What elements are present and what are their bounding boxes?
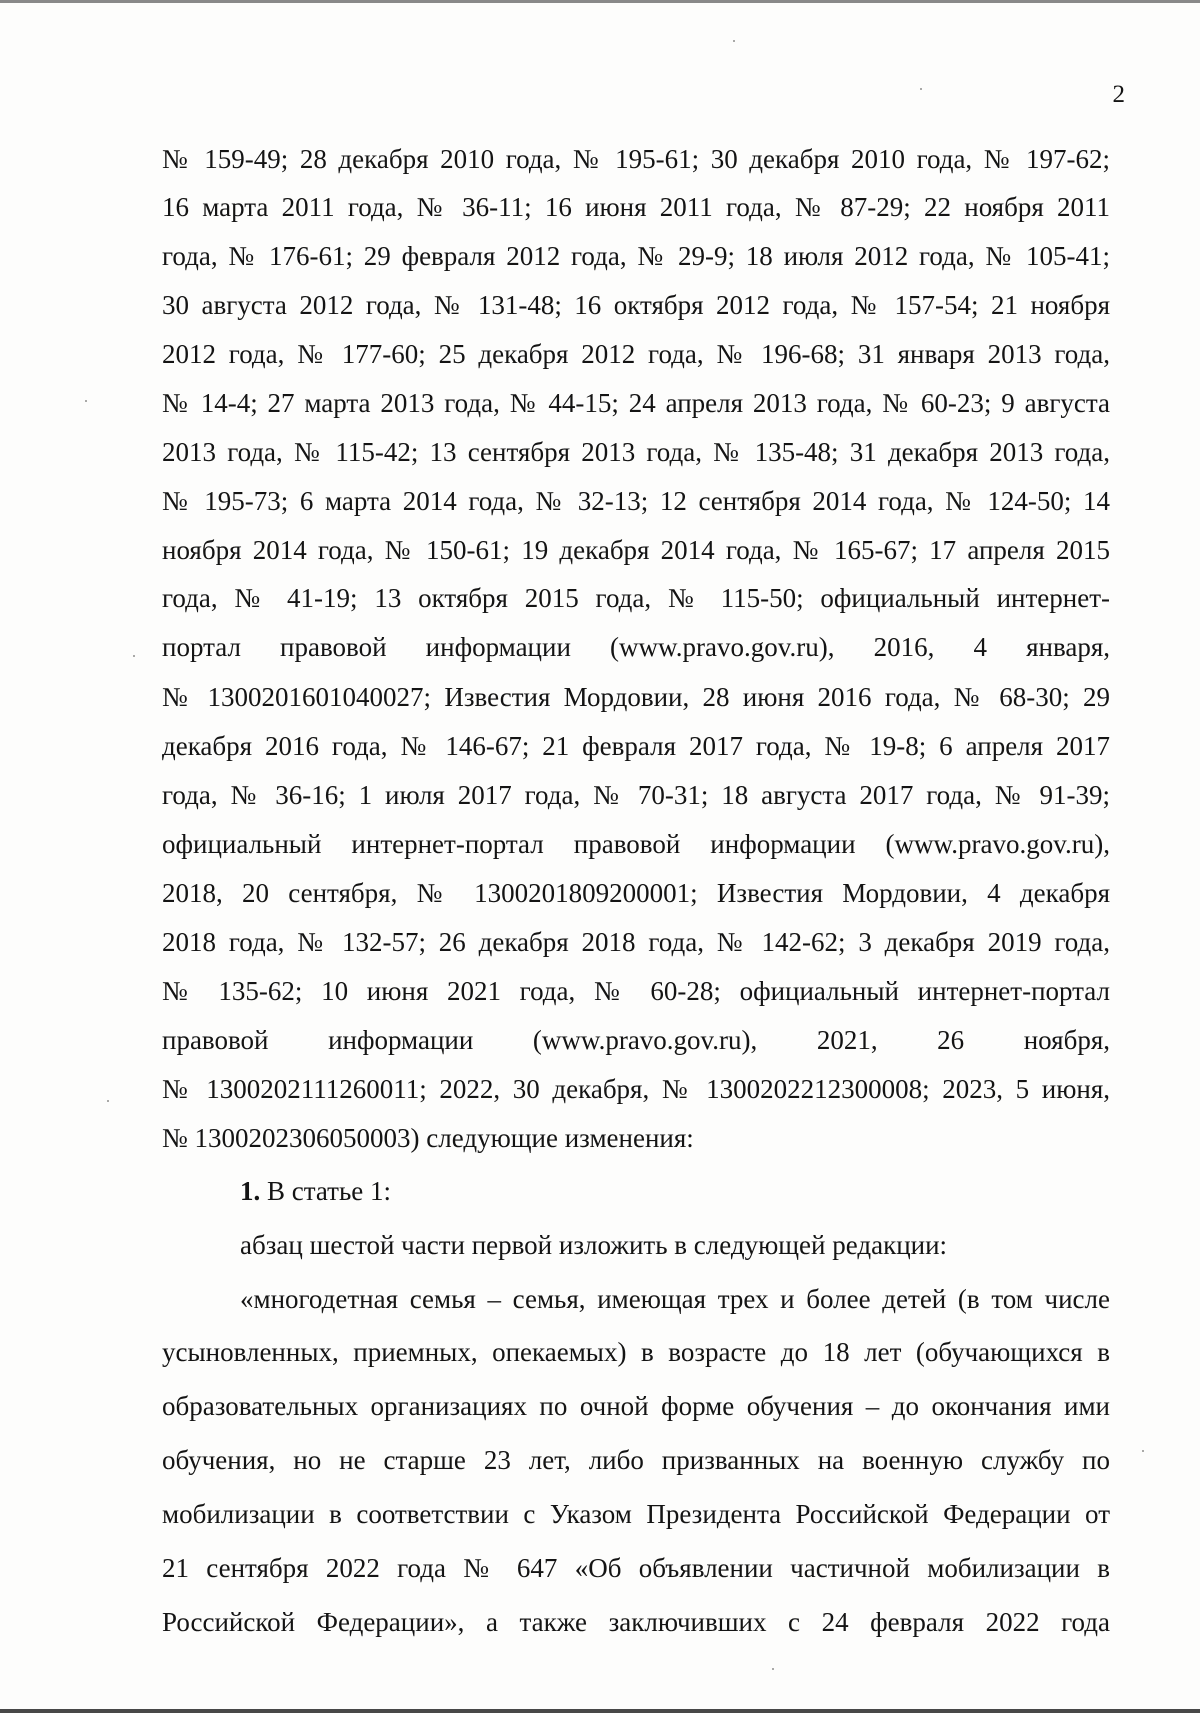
text-line: года, № 176-61; 29 февраля 2012 года, № 29-9; 18 июля 2012 года, № 105-41; xyxy=(162,241,1110,271)
scan-speck xyxy=(733,40,735,42)
text-line: № 1300202111260011; 2022, 30 декабря, № 1300202212300008; 2023, 5 июня, xyxy=(162,1074,1110,1104)
text-line: 30 августа 2012 года, № 131-48; 16 октября 2012 года, № 157-54; 21 ноября xyxy=(162,290,1110,320)
text-line: правовой информации (www.pravo.gov.ru), 2021, 26 ноября, xyxy=(162,1025,1110,1055)
text-line: года, № 36-16; 1 июля 2017 года, № 70-31; 18 августа 2017 года, № 91-39; xyxy=(162,780,1110,810)
quote-line: обучения, но не старше 23 лет, либо призванных на военную службу по xyxy=(162,1445,1110,1475)
scan-speck xyxy=(107,1100,109,1102)
text-line: 2018 года, № 132-57; 26 декабря 2018 года, № 142-62; 3 декабря 2019 года, xyxy=(162,927,1110,957)
point-number: 1. xyxy=(240,1176,261,1206)
point-text: В статье 1: xyxy=(267,1176,392,1206)
text-line: 2013 года, № 115-42; 13 сентября 2013 года, № 135-48; 31 декабря 2013 года, xyxy=(162,437,1110,467)
top-scan-edge xyxy=(0,0,1200,3)
text-line: № 1300201601040027; Известия Мордовии, 28 июня 2016 года, № 68-30; 29 xyxy=(162,682,1110,712)
page-number: 2 xyxy=(1112,81,1125,108)
text-line: № 195-73; 6 марта 2014 года, № 32-13; 12 сентября 2014 года, № 124-50; 14 xyxy=(162,486,1110,516)
text-line: ноября 2014 года, № 150-61; 19 декабря 2014 года, № 165-67; 17 апреля 2015 xyxy=(162,535,1110,565)
text-line: года, № 41-19; 13 октября 2015 года, № 115-50; официальный интернет- xyxy=(162,583,1110,613)
text-line: портал правовой информации (www.pravo.gov.ru), 2016, 4 января, xyxy=(162,632,1110,662)
bottom-scan-edge xyxy=(0,1709,1200,1713)
scan-speck xyxy=(920,88,922,90)
quote-line: усыновленных, приемных, опекаемых) в возрасте до 18 лет (обучающихся в xyxy=(162,1337,1110,1367)
text-line: № 135-62; 10 июня 2021 года, № 60-28; официальный интернет-портал xyxy=(162,976,1110,1006)
scan-speck xyxy=(772,1668,774,1670)
text-line: 16 марта 2011 года, № 36-11; 16 июня 2011 года, № 87-29; 22 ноября 2011 xyxy=(162,192,1110,222)
text-line: 2012 года, № 177-60; 25 декабря 2012 года, № 196-68; 31 января 2013 года, xyxy=(162,339,1110,369)
quote-line: образовательных организациях по очной форме обучения – до окончания ими xyxy=(162,1391,1110,1421)
scan-speck xyxy=(133,655,135,657)
scan-speck xyxy=(85,400,87,402)
quote-line: Российской Федерации», а также заключивших с 24 февраля 2022 года xyxy=(162,1607,1110,1637)
text-line: № 14-4; 27 марта 2013 года, № 44-15; 24 апреля 2013 года, № 60-23; 9 августа xyxy=(162,388,1110,418)
text-line: официальный интернет-портал правовой информации (www.pravo.gov.ru), xyxy=(162,829,1110,859)
quote-line: мобилизации в соответствии с Указом Президента Российской Федерации от xyxy=(162,1499,1110,1529)
text-line: № 159-49; 28 декабря 2010 года, № 195-61; 30 декабря 2010 года, № 197-62; xyxy=(162,144,1110,174)
quote-line: «многодетная семья – семья, имеющая трех и более детей (в том числе xyxy=(240,1284,1110,1314)
point-1-heading xyxy=(240,1171,1110,1211)
scan-speck xyxy=(1142,1450,1144,1452)
text-line: декабря 2016 года, № 146-67; 21 февраля 2017 года, № 19-8; 6 апреля 2017 xyxy=(162,731,1110,761)
quote-line: 21 сентября 2022 года № 647 «Об объявлении частичной мобилизации в xyxy=(162,1553,1110,1583)
text-line: № 1300202306050003) следующие изменения: xyxy=(162,1123,694,1153)
instruction-line: абзац шестой части первой изложить в следующей редакции: xyxy=(240,1230,948,1260)
text-line: 2018, 20 сентября, № 1300201809200001; Известия Мордовии, 4 декабря xyxy=(162,878,1110,908)
